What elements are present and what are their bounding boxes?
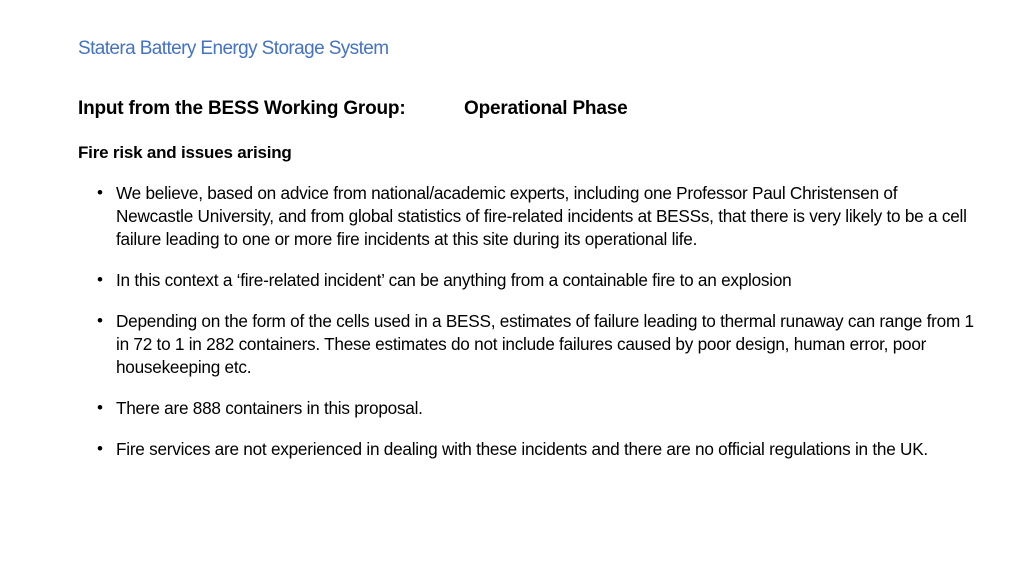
bullet-icon: • xyxy=(97,183,103,202)
bullet-text: There are 888 containers in this proposal. xyxy=(116,398,423,419)
bullet-item xyxy=(97,438,977,461)
bullet-text: We believe, based on advice from national/academic experts, including one Professor Paul Christensen of Newcastle University, and from global statistics of fire-related incidents at BESSs, that there is very likely to be a cell failure leading to one or more fire incidents at this site during its operational life. xyxy=(116,183,967,249)
bullet-item xyxy=(97,397,977,420)
section-heading-row xyxy=(78,98,628,120)
bullet-icon: • xyxy=(97,269,103,289)
bullet-icon: • xyxy=(97,398,103,418)
bullet-text: In this context a ‘fire-related incident’ can be anything from a containable fire to an explosion xyxy=(116,269,792,290)
bullet-item xyxy=(97,182,977,250)
bullet-item xyxy=(97,269,977,292)
section-heading: Input from the BESS Working Group: xyxy=(78,98,406,119)
bullet-icon: • xyxy=(97,311,103,331)
subheading: Fire risk and issues arising xyxy=(78,143,292,162)
bullet-list xyxy=(97,182,977,480)
slide-title: Statera Battery Energy Storage System xyxy=(78,38,389,59)
bullet-icon: • xyxy=(97,439,103,459)
bullet-text: Depending on the form of the cells used in a BESS, estimates of failure leading to thermal runaway can range from 1 in 72 to 1 in 282 containers. These estimates do not include failures caused by poor design, human error, poor housekeeping etc. xyxy=(116,311,974,377)
bullet-item xyxy=(97,310,977,378)
phase-heading: Operational Phase xyxy=(464,98,628,119)
bullet-text: Fire services are not experienced in dealing with these incidents and there are no official regulations in the UK. xyxy=(116,439,928,460)
